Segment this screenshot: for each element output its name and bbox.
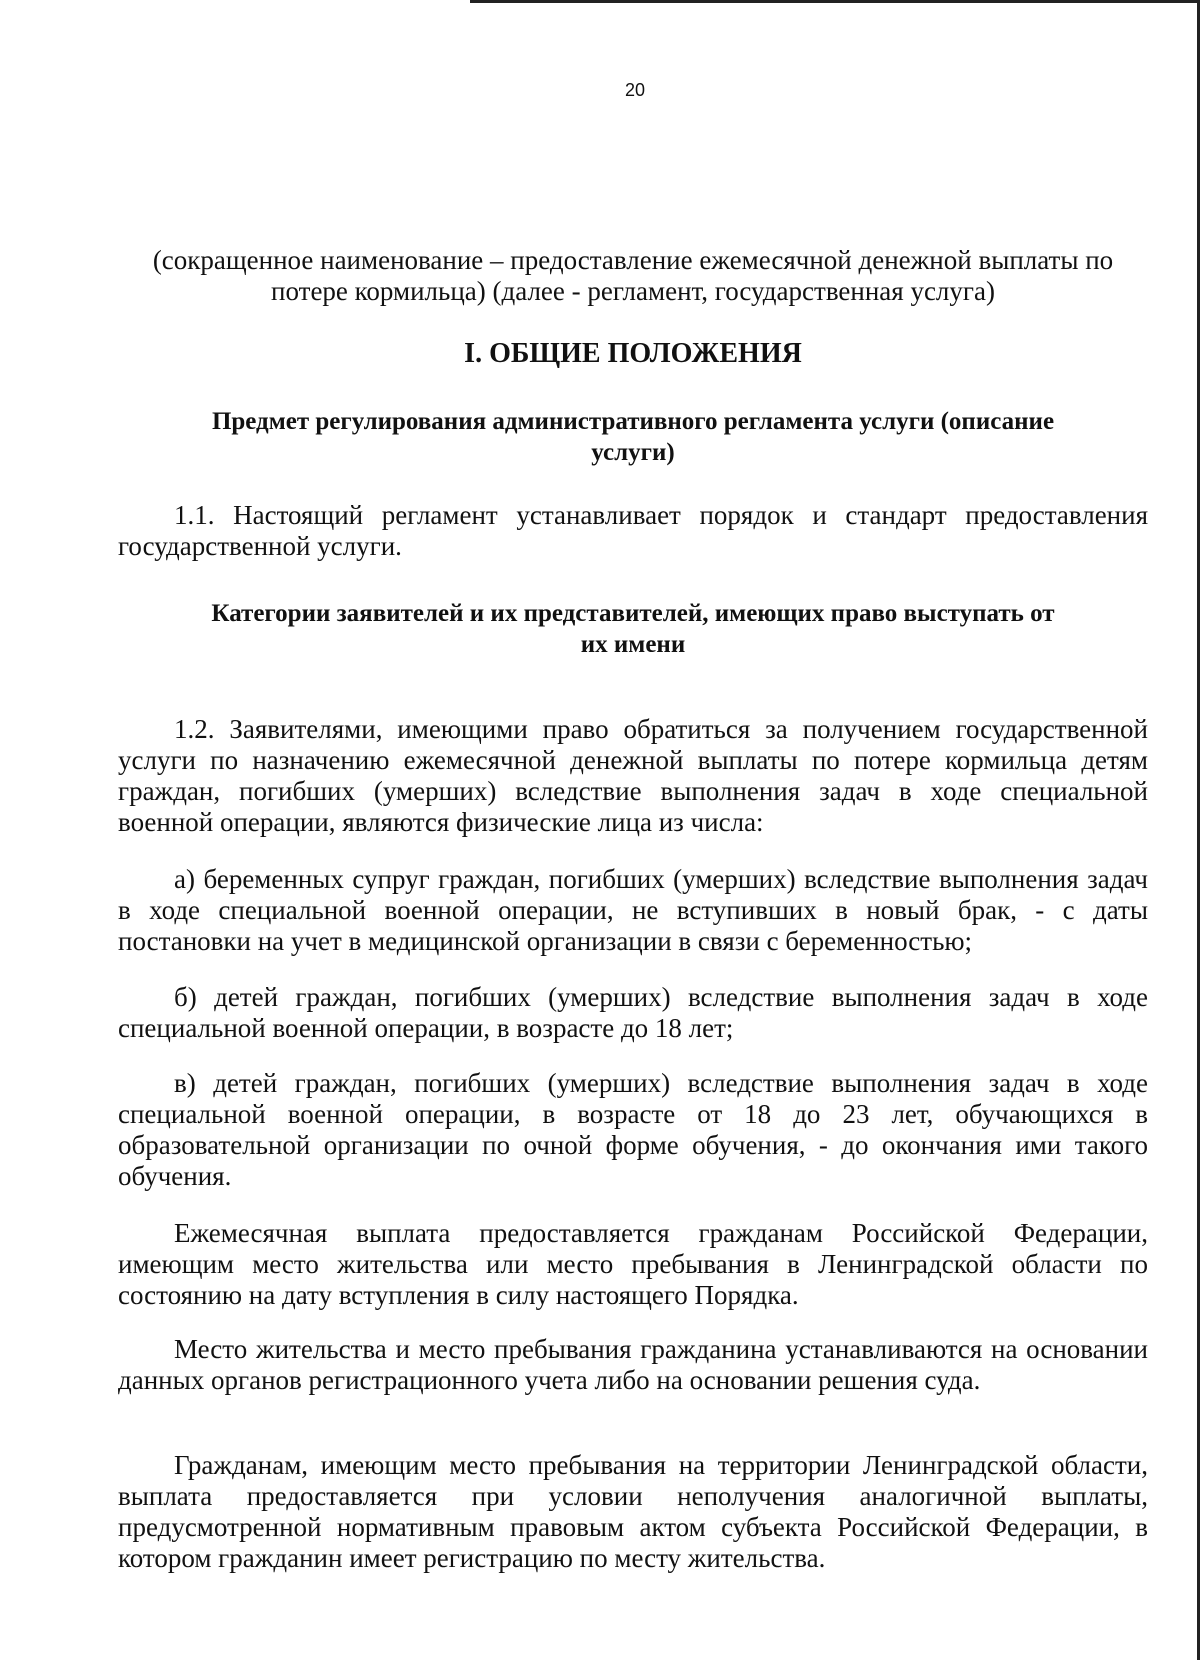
subheading-subject-of-regulation: Предмет регулирования административного регламента услуги (описание услуги) [211, 408, 1055, 466]
list-item-b: б) детей граждан, погибших (умерших) вследствие выполнения задач в ходе специальной военной операции, в возрасте до 18 лет; [118, 982, 1148, 1043]
list-item-a: а) беременных супруг граждан, погибших (умерших) вследствие выполнения задач в ходе специальной военной операции, не вступивших в новый брак, - с даты постановки на учет в медицинской организации в связи с беременностью; [118, 864, 1148, 956]
list-item-v: в) детей граждан, погибших (умерших) вследствие выполнения задач в ходе специальной военной операции, в возрасте от 18 до 23 лет, обучающихся в образовательной организации по очной форме обучения, - до окончания ими такого обучения. [118, 1068, 1148, 1191]
paragraph-monthly-payment: Ежемесячная выплата предоставляется гражданам Российской Федерации, имеющим место жительства или место пребывания в Ленинградской области по состоянию на дату вступления в силу настоящего Порядка. [118, 1218, 1148, 1310]
intro-text: (сокращенное наименование – предоставление ежемесячной денежной выплаты по потере кормильца) (далее - регламент, государственная услуга) [152, 245, 1114, 306]
paragraph-1-2: 1.2. Заявителями, имеющими право обратиться за получением государственной услуги по назначению ежемесячной денежной выплаты по потере кормильца детям граждан, погибших (умерших) вследствие выполнения задач в ходе специальной военной операции, являются физические лица из числа: [118, 714, 1148, 837]
paragraph-residence: Место жительства и место пребывания гражданина устанавливаются на основании данных органов регистрационного учета либо на основании решения суда. [118, 1334, 1148, 1395]
paragraph-citizens: Гражданам, имеющим место пребывания на территории Ленинградской области, выплата предоставляется при условии неполучения аналогичной выплаты, предусмотренной нормативным правовым актом субъекта Российской Федерации, в котором гражданин имеет регистрацию по месту жительства. [118, 1450, 1148, 1573]
paragraph-1-1: 1.1. Настоящий регламент устанавливает порядок и стандарт предоставления государственной услуги. [118, 500, 1148, 561]
page-number: 20 [624, 80, 646, 100]
section-title: I. ОБЩИЕ ПОЛОЖЕНИЯ [464, 338, 802, 369]
subheading-applicant-categories: Категории заявителей и их представителей, имеющих право выступать от их имени [211, 600, 1055, 658]
